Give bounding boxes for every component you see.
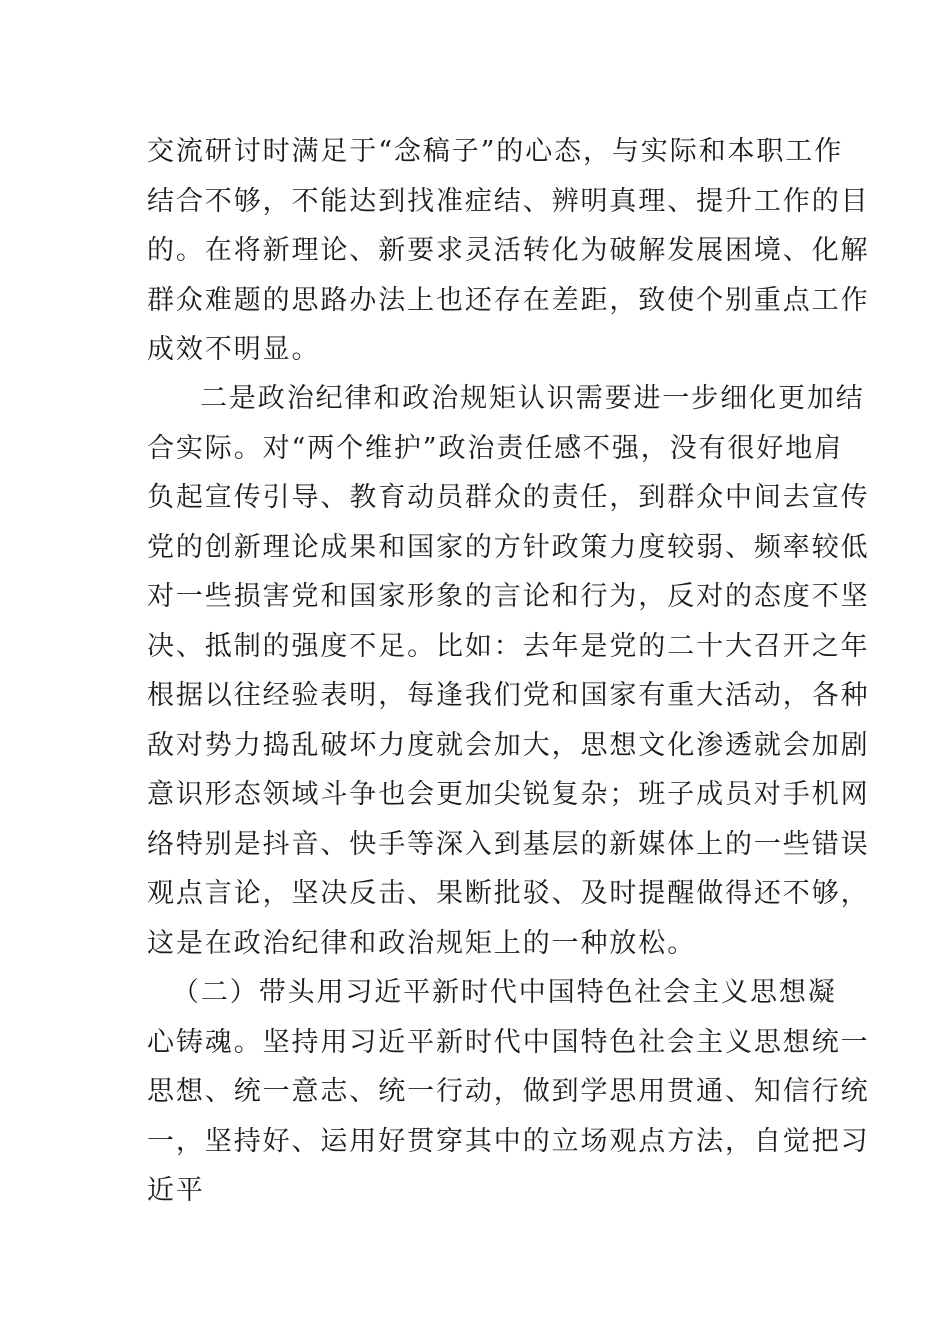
text-line: 合实际。对“两个维护”政治责任感不强，没有很好地肩 <box>147 433 844 464</box>
text-line: 敌对势力捣乱破坏力度就会加大，思想文化渗透就会加剧 <box>147 730 870 761</box>
paragraph-first-line: 二是政治纪律和政治规矩认识需要进一步细化更加结 <box>200 383 865 414</box>
text-line: 党的创新理论成果和国家的方针政策力度较弱、频率较低 <box>147 532 870 563</box>
text-line: 结合不够，不能达到找准症结、辨明真理、提升工作的目 <box>147 186 870 217</box>
text-line: 成效不明显。 <box>147 334 321 365</box>
text-line: 观点言论，坚决反击、果断批驳、及时提醒做得还不够， <box>147 878 870 909</box>
text-line: 络特别是抖音、快手等深入到基层的新媒体上的一些错误 <box>147 829 870 860</box>
text-line: 群众难题的思路办法上也还存在差距，致使个别重点工作 <box>147 285 870 316</box>
text-line: 的。在将新理论、新要求灵活转化为破解发展困境、化解 <box>147 235 870 266</box>
text-line: 对一些损害党和国家形象的言论和行为，反对的态度不坚 <box>147 581 870 612</box>
text-line: 近平 <box>147 1175 205 1206</box>
text-line: 一，坚持好、运用好贯穿其中的立场观点方法，自觉把习 <box>147 1126 870 1157</box>
text-line: 交流研讨时满足于“念稿子”的心态，与实际和本职工作 <box>147 136 844 167</box>
text-line: 这是在政治纪律和政治规矩上的一种放松。 <box>147 928 697 959</box>
text-line: 意识形态领域斗争也会更加尖锐复杂；班子成员对手机网 <box>147 779 870 810</box>
text-line: 决、抵制的强度不足。比如：去年是党的二十大召开之年 <box>147 631 870 662</box>
text-line: 负起宣传引导、教育动员群众的责任，到群众中间去宣传 <box>147 482 870 513</box>
text-line: 思想、统一意志、统一行动，做到学思用贯通、知信行统 <box>147 1076 870 1107</box>
text-line: 心铸魂。坚持用习近平新时代中国特色社会主义思想统一 <box>147 1027 870 1058</box>
section-heading-line: （二）带头用习近平新时代中国特色社会主义思想凝 <box>172 977 837 1008</box>
text-line: 根据以往经验表明，每逢我们党和国家有重大活动，各种 <box>147 680 870 711</box>
